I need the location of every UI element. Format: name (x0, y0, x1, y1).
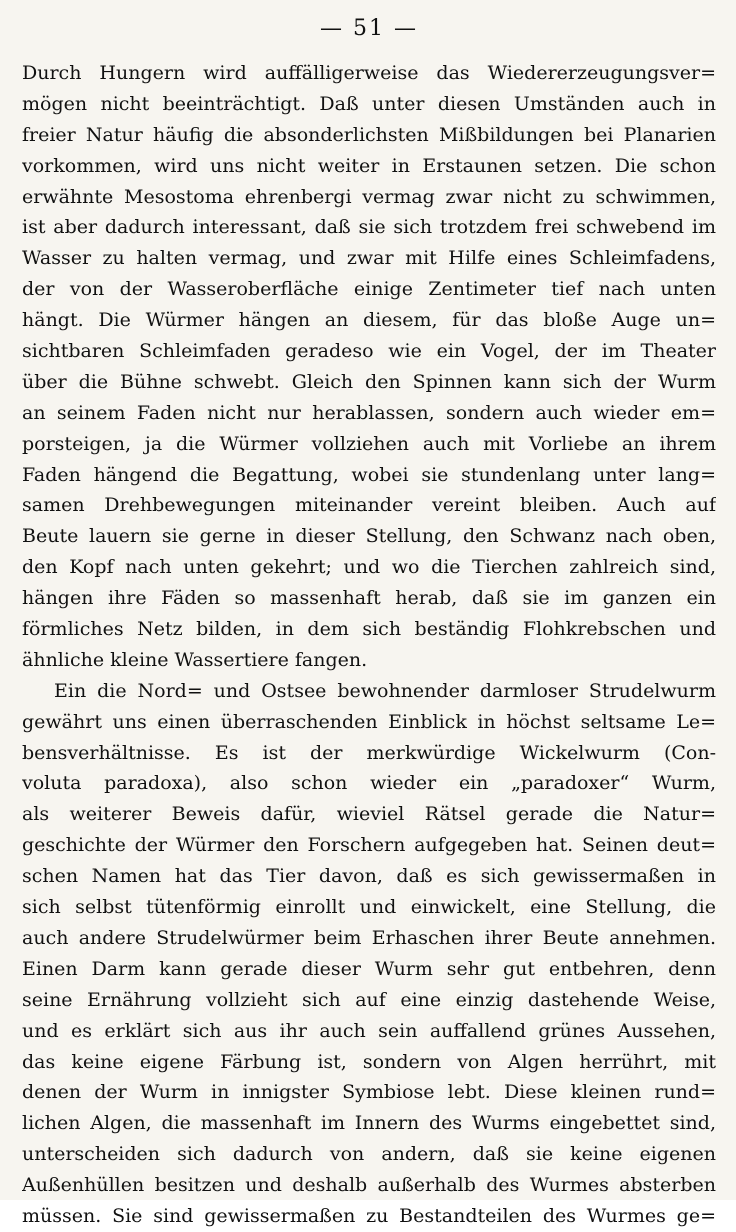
paragraph-2 (22, 676, 716, 1232)
text-line: lichen Algen, die massenhaft im Innern des Wurms eingebettet sind, (22, 1112, 716, 1135)
text-line: und es erklärt sich aus ihr auch sein auffallend grünes Aussehen, (22, 1019, 716, 1042)
text-line: bensverhältnisse. Es ist der merkwürdige Wickelwurm (Con- (22, 741, 716, 764)
text-line: unterscheiden sich dadurch von andern, daß sie keine eigenen (22, 1143, 716, 1166)
text-line: seine Ernährung vollzieht sich auf eine einzig dastehende Weise, (22, 988, 716, 1011)
page-number: — 51 — (320, 16, 418, 41)
text-line: über die Bühne schwebt. Gleich den Spinnen kann sich der Wurm (22, 370, 716, 393)
text-line: Außenhüllen besitzen und deshalb außerhalb des Wurmes absterben (22, 1174, 716, 1197)
text-line: sichtbaren Schleimfaden geradeso wie ein Vogel, der im Theater (22, 340, 716, 363)
text-line: hängt. Die Würmer hängen an diesem, für das bloße Auge un= (22, 309, 716, 332)
text-line: freier Natur häufig die absonderlichsten Mißbildungen bei Planarien (22, 123, 716, 146)
text-line: das keine eigene Färbung ist, sondern von Algen herrührt, mit (22, 1050, 716, 1073)
text-line: als weiterer Beweis dafür, wieviel Rätsel gerade die Natur= (22, 803, 716, 826)
text-line: auch andere Strudelwürmer beim Erhaschen ihrer Beute annehmen. (22, 926, 716, 949)
text-line: voluta paradoxa), also schon wieder ein „paradoxer“ Wurm, (22, 772, 716, 795)
text-line: schen Namen hat das Tier davon, daß es sich gewissermaßen in (22, 865, 716, 888)
text-line: mögen nicht beeinträchtigt. Daß unter diesen Umständen auch in (22, 92, 716, 115)
text-line: Beute lauern sie gerne in dieser Stellung, den Schwanz nach oben, (22, 525, 716, 548)
text-line: ist aber dadurch interessant, daß sie sich trotzdem frei schwebend im (22, 216, 716, 239)
text-line: an seinem Faden nicht nur herablassen, sondern auch wieder em= (22, 401, 716, 424)
text-line: der von der Wasseroberfläche einige Zentimeter tief nach unten (22, 278, 716, 301)
text-line: vorkommen, wird uns nicht weiter in Erstaunen setzen. Die schon (22, 154, 716, 177)
text-line: ähnliche kleine Wassertiere fangen. (22, 648, 368, 671)
text-line: sich selbst tütenförmig einrollt und einwickelt, eine Stellung, die (22, 896, 716, 919)
text-line: Ein die Nord= und Ostsee bewohnender darmloser Strudelwurm (54, 679, 716, 702)
text-line: den Kopf nach unten gekehrt; und wo die Tierchen zahlreich sind, (22, 556, 716, 579)
text-line: geschichte der Würmer den Forschern aufgegeben hat. Seinen deut= (22, 834, 716, 857)
text-line: denen der Wurm in innigster Symbiose lebt. Diese kleinen rund= (22, 1081, 716, 1104)
text-line: samen Drehbewegungen miteinander vereint bleiben. Auch auf (22, 494, 716, 517)
text-line: müssen. Sie sind gewissermaßen zu Bestandteilen des Wurmes ge= (22, 1204, 716, 1227)
text-line: Einen Darm kann gerade dieser Wurm sehr gut entbehren, denn (22, 957, 716, 980)
text-line: hängen ihre Fäden so massenhaft herab, daß sie im ganzen ein (22, 587, 716, 610)
text-line: Wasser zu halten vermag, und zwar mit Hilfe eines Schleimfadens, (22, 247, 716, 270)
text-line: Faden hängend die Begattung, wobei sie stundenlang unter lang= (22, 463, 716, 486)
text-line: Durch Hungern wird auffälligerweise das Wiedererzeugungsver= (22, 62, 716, 84)
text-line: erwähnte Mesostoma ehrenbergi vermag zwar nicht zu schwimmen, (22, 185, 716, 208)
text-line: förmliches Netz bilden, in dem sich beständig Flohkrebschen und (22, 618, 716, 641)
text-line: porsteigen, ja die Würmer vollziehen auch mit Vorliebe an ihrem (22, 432, 716, 455)
paragraph-1 (22, 58, 716, 676)
body-text (22, 58, 716, 1232)
text-line: gewährt uns einen überraschenden Einblick in höchst seltsame Le= (22, 710, 716, 733)
